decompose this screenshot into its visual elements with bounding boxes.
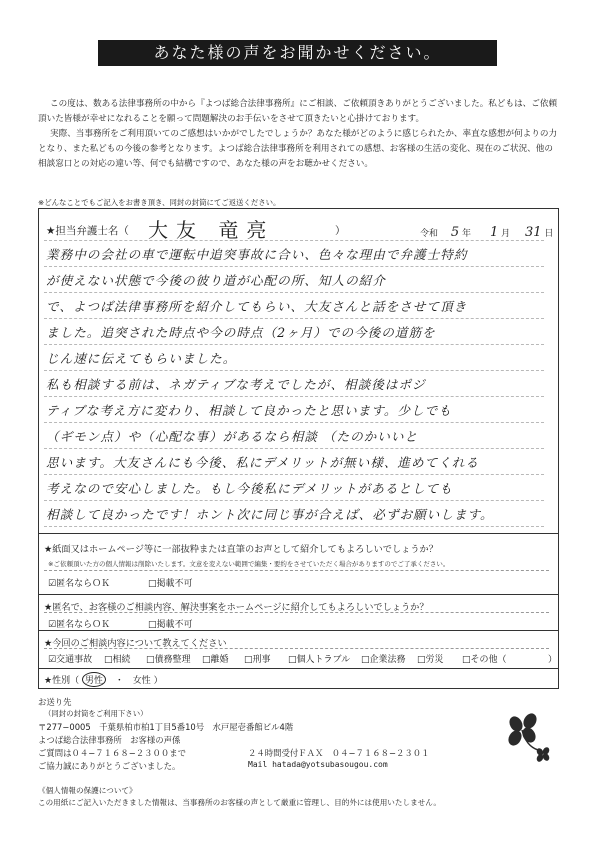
gender-female-option[interactable]: 女性 bbox=[132, 676, 151, 686]
date-day[interactable]: 31 bbox=[524, 225, 542, 240]
rule-line bbox=[44, 474, 544, 475]
rule-line bbox=[44, 344, 544, 345]
page-title: あなた様の声をお聞かせください。 bbox=[98, 40, 497, 66]
date-month-unit: 月 bbox=[501, 229, 511, 239]
thanks: ご協力誠にありがとうございました。 bbox=[38, 761, 181, 771]
fax: ２４時間受付ＦＡＸ ０４−７１６８−２３０１ bbox=[248, 748, 430, 758]
intro-paragraph-2: 実際、当事務所をご利用頂いてのご感想はいかがでしたでしょうか？あなた様がどのように感じられたか、率直な感想が何よりの力となり、また私どもの今後の参考となります。よつば総合法律事務所を利用されての感想、お客様の生活の変化、現在のご状況、他の相談窓口との対応の違い等、何でも結構ですので、あなた様の声をお聴かせください。 bbox=[38, 129, 558, 169]
handwritten-line: が使えない状態で今後の彼り道が心配の所、知人の紹介 bbox=[46, 273, 386, 288]
handwritten-line: 業務中の会社の車で運転中追突事故に合い、色々な理由で弁護士特約 bbox=[46, 247, 468, 262]
gender-male-option[interactable]: 男性 bbox=[82, 672, 106, 687]
q3-option-labor[interactable]: □労災 bbox=[417, 655, 444, 665]
rule-line bbox=[44, 526, 544, 527]
clover-logo-icon bbox=[500, 710, 552, 770]
q2-option-no-publish[interactable]: □掲載不可 bbox=[148, 620, 193, 630]
handwritten-line: で、よつば法律事務所を紹介してもらい、大友さんと話をさせて頂き bbox=[46, 299, 468, 314]
q3-option-corporate[interactable]: □企業法務 bbox=[361, 655, 406, 665]
date-month[interactable]: 1 bbox=[489, 225, 499, 240]
question-1-text: ★紙面又はホームページ等に一部抜粋または直筆のお声として紹介してもよろしいでしょうか？ bbox=[44, 544, 438, 555]
q1-option-anonymous[interactable]: ☑匿名ならＯＫ bbox=[48, 579, 111, 589]
lawyer-name[interactable]: 大友 竜亮 bbox=[148, 218, 275, 242]
rule-line bbox=[44, 292, 544, 293]
q3-option-other[interactable]: □その他（ bbox=[462, 655, 507, 665]
intro-paragraph-1: この度は、数ある法律事務所の中から『よつば総合法律事務所』にご相談、ご依頼頂きありがとうございました。私どもは、ご依頼頂いた皆様が幸せになれることを願って問題解決のお手伝いをさせて頂きたいと心掛けております。 bbox=[38, 99, 558, 124]
privacy-text: この用紙にご記入いただきました情報は、当事務所のお客様の声として厳重に管理し、目的外には使用いたしません。 bbox=[38, 798, 441, 807]
gender-close: ） bbox=[153, 676, 163, 686]
mail[interactable]: Mail hatada@yotsubasougou.com bbox=[248, 760, 388, 769]
gender-label: ★性別（ bbox=[44, 676, 80, 686]
rule-line bbox=[44, 396, 544, 397]
send-to-label: お送り先 bbox=[38, 697, 72, 707]
rule-line bbox=[44, 500, 544, 501]
handwritten-line: ティブな考え方に変わり、相談して良かったと思います。少しでも bbox=[46, 403, 452, 418]
handwritten-line: じん速に伝えてもらいました。 bbox=[46, 351, 237, 366]
address: 〒277−0005 千葉県柏市柏1丁目5番10号 水戸屋壱番館ビル4階 bbox=[38, 722, 294, 732]
q3-option-inheritance[interactable]: □相続 bbox=[104, 655, 131, 665]
q3-option-traffic[interactable]: ☑交通事故 bbox=[48, 655, 93, 665]
handwritten-line: （ギモン点）や（心配な事）があるなら相談 （たのかいいと bbox=[46, 429, 419, 444]
question-1-sub: ※ご依頼頂いた方の個人情報は削除いたします。文意を変えない範囲で編集・要約をさせていただく場合がありますのでご了承ください。 bbox=[48, 560, 450, 568]
q3-option-criminal[interactable]: □刑事 bbox=[244, 655, 271, 665]
q3-option-debt[interactable]: □債務整理 bbox=[146, 655, 191, 665]
send-to-note: （同封の封筒をご利用下さい） bbox=[44, 709, 148, 718]
rule-line bbox=[44, 370, 544, 371]
q2-option-anonymous[interactable]: ☑匿名ならＯＫ bbox=[48, 620, 111, 630]
divider bbox=[44, 570, 549, 571]
date-year-unit: 年 bbox=[462, 229, 472, 239]
handwritten-line: ました。追突された時点や今の時点（2ヶ月）での今後の道筋を bbox=[46, 325, 436, 340]
rule-line bbox=[44, 422, 544, 423]
rule-line bbox=[44, 448, 544, 449]
q1-option-no-publish[interactable]: □掲載不可 bbox=[148, 579, 193, 589]
rule-line bbox=[44, 318, 544, 319]
handwritten-line: 私も相談する前は、ネガティブな考えでしたが、相談後はポジ bbox=[46, 377, 426, 392]
handwritten-line: 思います。大友さんにも今後、私にデメリットが無い様、進めてくれる bbox=[46, 455, 479, 470]
q3-option-divorce[interactable]: □離婚 bbox=[202, 655, 229, 665]
date-era: 令和 bbox=[420, 229, 439, 239]
phone: ご質問は０４−７１６８−２３００まで bbox=[38, 748, 187, 758]
privacy-title: 《個人情報の保護について》 bbox=[38, 786, 137, 795]
date bbox=[420, 225, 553, 240]
divider bbox=[44, 612, 549, 613]
question-3-text: ★今回のご相談内容について教えてください bbox=[44, 638, 227, 649]
divider bbox=[44, 648, 549, 649]
handwritten-line: 考えなので安心しました。もし今後私にデメリットがあるとしても bbox=[46, 481, 453, 496]
rule-line bbox=[44, 240, 544, 241]
instruction-note: ※どんなことでもご記入をお書き頂き、同封の封筒にてご返送ください。 bbox=[38, 198, 281, 207]
gender-separator: ・ bbox=[114, 676, 124, 686]
lawyer-close: ） bbox=[335, 225, 346, 237]
rule-line bbox=[44, 266, 544, 267]
date-year[interactable]: 5 bbox=[450, 225, 460, 240]
handwritten-line: 相談して良かったです！ホント次に同じ事が合えば、必ずお願いします。 bbox=[46, 507, 494, 522]
date-day-unit: 日 bbox=[544, 229, 554, 239]
q3-option-personal[interactable]: □個人トラブル bbox=[288, 655, 351, 665]
q3-option-other-close: ） bbox=[548, 655, 558, 665]
question-2-text: ★匿名で、お客様のご相談内容、解決事案をホームページに紹介してもよろしいでしょうか？ bbox=[44, 602, 429, 613]
intro-text bbox=[38, 97, 558, 172]
office-name: よつば総合法律事務所 お客様の声係 bbox=[38, 735, 181, 745]
gender-field bbox=[44, 672, 163, 687]
lawyer-label: ★担当弁護士名（ bbox=[46, 225, 129, 237]
